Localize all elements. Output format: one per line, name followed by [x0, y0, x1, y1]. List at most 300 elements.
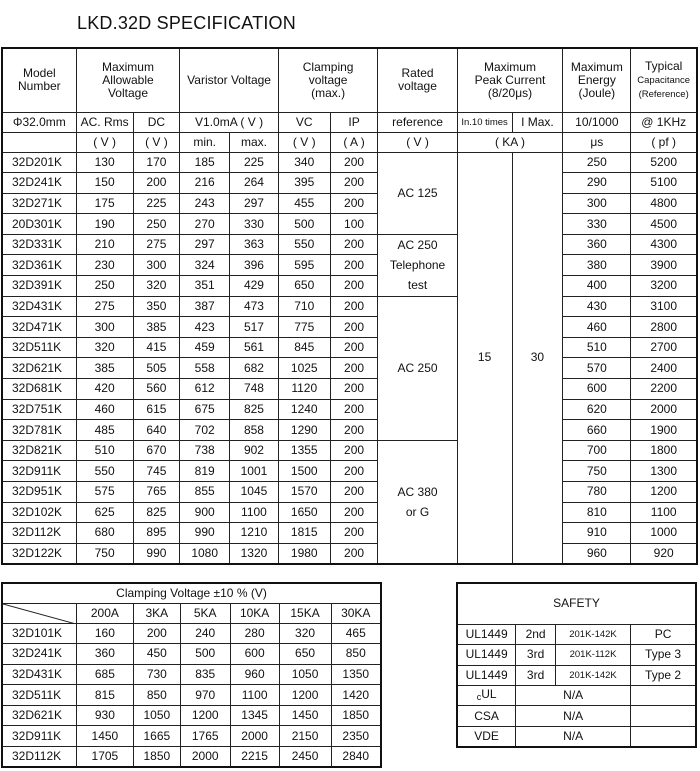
- clamp-row: [2, 664, 381, 685]
- clamp-row: [2, 726, 381, 747]
- spec-row: [2, 440, 697, 461]
- varistor-min-value: 675: [180, 399, 230, 420]
- clamping-vc-value: 1355: [278, 440, 330, 461]
- safety-cell: 201K-112K: [555, 645, 630, 666]
- varistor-min-value: 185: [180, 152, 230, 173]
- safety-cell: 201K-142K: [555, 624, 630, 645]
- varistor-max-value: 1045: [230, 482, 279, 503]
- energy-value: 750: [563, 461, 631, 482]
- clamp-value: 2350: [331, 726, 381, 747]
- energy-value: 810: [563, 502, 631, 523]
- capacitance-value: 5100: [631, 173, 697, 194]
- clamp-value: 930: [76, 705, 133, 726]
- spec-row: [2, 482, 697, 503]
- capacitance-value: 1800: [631, 440, 697, 461]
- spec-row: [2, 317, 697, 338]
- header-model: Model Number: [2, 48, 76, 112]
- units-rated: ( V ): [378, 132, 457, 152]
- spec-row: [2, 214, 697, 235]
- clamping-vc-value: 1500: [278, 461, 330, 482]
- clamp-col-0: 200A: [76, 603, 133, 623]
- clamp-value: 465: [331, 623, 381, 644]
- header-capacitance: Typical Capacitance (Reference): [631, 48, 697, 112]
- clamp-value: 850: [331, 644, 381, 665]
- clamp-value: 2215: [230, 747, 279, 768]
- units-peak: ( KA ): [457, 132, 563, 152]
- ac-rms-value: 275: [76, 296, 133, 317]
- dc-value: 170: [133, 152, 180, 173]
- clamp-value: 500: [180, 644, 230, 665]
- clamp-value: 850: [133, 685, 180, 706]
- dc-value: 640: [133, 420, 180, 441]
- clamping-ip-value: 200: [330, 152, 378, 173]
- clamp-corner-cell: [2, 603, 76, 623]
- varistor-max-value: 1100: [230, 502, 279, 523]
- clamp-value: 2150: [279, 726, 331, 747]
- energy-value: 620: [563, 399, 631, 420]
- dc-value: 250: [133, 214, 180, 235]
- subheader-ip: IP: [330, 112, 378, 132]
- clamping-vc-value: 1570: [278, 482, 330, 503]
- clamping-vc-value: 340: [278, 152, 330, 173]
- clamp-value: 1350: [331, 664, 381, 685]
- varistor-min-value: 819: [180, 461, 230, 482]
- capacitance-value: 4500: [631, 214, 697, 235]
- model-number: 32D112K: [2, 523, 76, 544]
- model-number: 32D102K: [2, 502, 76, 523]
- clamping-ip-value: 200: [330, 543, 378, 564]
- clamp-model: 32D101K: [2, 623, 76, 644]
- varistor-min-value: 297: [180, 234, 230, 255]
- model-number: 32D361K: [2, 255, 76, 276]
- clamp-value: 1420: [331, 685, 381, 706]
- clamp-value: 1450: [279, 705, 331, 726]
- clamping-ip-value: 200: [330, 502, 378, 523]
- model-number: 32D911K: [2, 461, 76, 482]
- energy-value: 660: [563, 420, 631, 441]
- safety-row: [457, 665, 696, 686]
- energy-value: 910: [563, 523, 631, 544]
- safety-row: [457, 706, 696, 727]
- dc-value: 765: [133, 482, 180, 503]
- clamp-value: 280: [230, 623, 279, 644]
- clamping-vc-value: 1240: [278, 399, 330, 420]
- safety-cell: Type 3: [631, 645, 696, 666]
- varistor-min-value: 216: [180, 173, 230, 194]
- spec-row: [2, 255, 697, 276]
- peak-current-imax: 30: [512, 152, 563, 564]
- varistor-min-value: 738: [180, 440, 230, 461]
- ac-rms-value: 510: [76, 440, 133, 461]
- varistor-max-value: 429: [230, 276, 279, 297]
- spec-row: [2, 276, 697, 297]
- safety-cell: UL1449: [457, 624, 516, 645]
- safety-cul-value: N/A: [516, 686, 631, 706]
- varistor-max-value: 748: [230, 379, 279, 400]
- clamping-ip-value: 200: [330, 276, 378, 297]
- clamp-value: 815: [76, 685, 133, 706]
- clamp-value: 1200: [279, 685, 331, 706]
- clamping-vc-value: 1120: [278, 379, 330, 400]
- clamping-vc-value: 500: [278, 214, 330, 235]
- clamp-row: [2, 705, 381, 726]
- capacitance-value: 1000: [631, 523, 697, 544]
- varistor-max-value: 902: [230, 440, 279, 461]
- model-number: 32D122K: [2, 543, 76, 564]
- specification-table: [1, 47, 698, 565]
- safety-empty: [631, 706, 696, 727]
- clamping-vc-value: 1290: [278, 420, 330, 441]
- clamp-model: 32D511K: [2, 685, 76, 706]
- clamping-vc-value: 1025: [278, 358, 330, 379]
- ac-rms-value: 175: [76, 193, 133, 214]
- ac-rms-value: 485: [76, 420, 133, 441]
- clamp-value: 1850: [331, 705, 381, 726]
- model-number: 32D751K: [2, 399, 76, 420]
- clamp-model: 32D911K: [2, 726, 76, 747]
- clamp-value: 1345: [230, 705, 279, 726]
- rated-voltage-line: AC 250: [397, 238, 438, 253]
- rated-voltage-line: or G: [405, 504, 430, 519]
- safety-cell: 201K-142K: [555, 665, 630, 686]
- capacitance-value: 920: [631, 543, 697, 564]
- varistor-max-value: 363: [230, 234, 279, 255]
- clamping-ip-value: 200: [330, 399, 378, 420]
- varistor-max-value: 225: [230, 152, 279, 173]
- spec-row: [2, 193, 697, 214]
- energy-value: 510: [563, 337, 631, 358]
- clamping-ip-value: 200: [330, 440, 378, 461]
- clamp-col-2: 5KA: [180, 603, 230, 623]
- spec-row: [2, 543, 697, 564]
- subheader-dc: DC: [133, 112, 180, 132]
- rated-voltage-line: Telephone: [389, 258, 446, 273]
- safety-value: N/A: [516, 706, 631, 727]
- dc-value: 895: [133, 523, 180, 544]
- energy-value: 360: [563, 234, 631, 255]
- units-vc: ( V ): [278, 132, 330, 152]
- clamp-row: [2, 644, 381, 665]
- energy-value: 400: [563, 276, 631, 297]
- dc-value: 505: [133, 358, 180, 379]
- subheader-imax: I Max.: [512, 112, 563, 132]
- energy-value: 700: [563, 440, 631, 461]
- rated-voltage-line: AC 125: [397, 186, 438, 201]
- subheader-10-1000: 10/1000: [563, 112, 631, 132]
- ac-rms-value: 250: [76, 276, 133, 297]
- clamp-value: 1850: [133, 747, 180, 768]
- safety-cell: 2nd: [516, 624, 556, 645]
- capacitance-value: 1900: [631, 420, 697, 441]
- varistor-min-value: 990: [180, 523, 230, 544]
- model-number: 32D201K: [2, 152, 76, 173]
- rated-voltage-line: AC 250: [397, 361, 438, 376]
- varistor-min-value: 270: [180, 214, 230, 235]
- varistor-min-value: 558: [180, 358, 230, 379]
- clamping-vc-value: 1815: [278, 523, 330, 544]
- ac-rms-value: 550: [76, 461, 133, 482]
- varistor-max-value: 1320: [230, 543, 279, 564]
- clamp-value: 600: [230, 644, 279, 665]
- clamp-value: 360: [76, 644, 133, 665]
- energy-value: 250: [563, 152, 631, 173]
- safety-standard: VDE: [457, 726, 516, 747]
- varistor-max-value: 297: [230, 193, 279, 214]
- clamp-value: 1050: [279, 664, 331, 685]
- ac-rms-value: 210: [76, 234, 133, 255]
- energy-value: 600: [563, 379, 631, 400]
- capacitance-value: 2400: [631, 358, 697, 379]
- spec-row: [2, 461, 697, 482]
- header-model-size: Φ32.0mm: [2, 112, 76, 132]
- safety-value: N/A: [516, 726, 631, 747]
- clamping-ip-value: 200: [330, 482, 378, 503]
- clamp-model: 32D431K: [2, 664, 76, 685]
- capacitance-value: 1200: [631, 482, 697, 503]
- clamping-ip-value: 200: [330, 296, 378, 317]
- clamp-value: 2840: [331, 747, 381, 768]
- model-number: 32D431K: [2, 296, 76, 317]
- capacitance-value: 4300: [631, 234, 697, 255]
- model-number: 32D391K: [2, 276, 76, 297]
- clamp-value: 2000: [230, 726, 279, 747]
- dc-value: 275: [133, 234, 180, 255]
- units-max: max.: [230, 132, 279, 152]
- subheader-ac-rms: AC. Rms: [76, 112, 133, 132]
- ac-rms-value: 750: [76, 543, 133, 564]
- dc-value: 415: [133, 337, 180, 358]
- safety-cell: 3rd: [516, 665, 556, 686]
- clamp-row: [2, 747, 381, 768]
- clamp-value: 1200: [180, 705, 230, 726]
- spec-row: [2, 358, 697, 379]
- clamping-ip-value: 200: [330, 420, 378, 441]
- clamping-vc-value: 1650: [278, 502, 330, 523]
- clamping-vc-value: 595: [278, 255, 330, 276]
- model-number: 32D511K: [2, 337, 76, 358]
- clamp-row: [2, 685, 381, 706]
- units-cap: ( pf ): [631, 132, 697, 152]
- ac-rms-value: 420: [76, 379, 133, 400]
- spec-row: [2, 234, 697, 255]
- clamp-value: 2450: [279, 747, 331, 768]
- varistor-max-value: 396: [230, 255, 279, 276]
- spec-row: [2, 296, 697, 317]
- clamping-ip-value: 200: [330, 337, 378, 358]
- dc-value: 225: [133, 193, 180, 214]
- capacitance-value: 2200: [631, 379, 697, 400]
- clamping-ip-value: 100: [330, 214, 378, 235]
- energy-value: 570: [563, 358, 631, 379]
- varistor-max-value: 825: [230, 399, 279, 420]
- ac-rms-value: 150: [76, 173, 133, 194]
- clamp-value: 650: [279, 644, 331, 665]
- clamp-col-1: 3KA: [133, 603, 180, 623]
- ac-rms-value: 320: [76, 337, 133, 358]
- varistor-max-value: 858: [230, 420, 279, 441]
- spec-row: [2, 152, 697, 173]
- dc-value: 615: [133, 399, 180, 420]
- clamp-value: 1050: [133, 705, 180, 726]
- varistor-min-value: 243: [180, 193, 230, 214]
- model-number: 32D781K: [2, 420, 76, 441]
- varistor-min-value: 351: [180, 276, 230, 297]
- dc-value: 385: [133, 317, 180, 338]
- safety-cell: UL1449: [457, 645, 516, 666]
- safety-cul-empty: [631, 686, 696, 706]
- header-max-energy: Maximum Energy (Joule): [563, 48, 631, 112]
- ac-rms-value: 625: [76, 502, 133, 523]
- clamping-vc-value: 395: [278, 173, 330, 194]
- safety-empty: [631, 726, 696, 747]
- varistor-min-value: 612: [180, 379, 230, 400]
- units-min: min.: [180, 132, 230, 152]
- varistor-min-value: 1080: [180, 543, 230, 564]
- clamping-voltage-table: [1, 582, 382, 768]
- dc-value: 320: [133, 276, 180, 297]
- spec-row: [2, 379, 697, 400]
- clamping-ip-value: 200: [330, 317, 378, 338]
- clamp-value: 320: [279, 623, 331, 644]
- clamp-model: 32D112K: [2, 747, 76, 768]
- model-number: 32D331K: [2, 234, 76, 255]
- varistor-min-value: 387: [180, 296, 230, 317]
- model-number: 32D241K: [2, 173, 76, 194]
- clamping-ip-value: 200: [330, 193, 378, 214]
- model-number: 20D301K: [2, 214, 76, 235]
- model-number: 32D471K: [2, 317, 76, 338]
- capacitance-value: 3100: [631, 296, 697, 317]
- subheader-in10: In.10 times: [457, 112, 512, 132]
- ac-rms-value: 460: [76, 399, 133, 420]
- clamp-col-3: 10KA: [230, 603, 279, 623]
- safety-cell: UL1449: [457, 665, 516, 686]
- rated-voltage-line: AC 380: [397, 484, 438, 499]
- capacitance-value: 1100: [631, 502, 697, 523]
- model-number: 32D951K: [2, 482, 76, 503]
- clamping-vc-value: 845: [278, 337, 330, 358]
- dc-value: 825: [133, 502, 180, 523]
- safety-cell: 3rd: [516, 645, 556, 666]
- subheader-reference: reference: [378, 112, 457, 132]
- clamp-value: 240: [180, 623, 230, 644]
- clamp-value: 1100: [230, 685, 279, 706]
- header-max-allowable-voltage: Maximum Allowable Voltage: [76, 48, 180, 112]
- capacitance-value: 2700: [631, 337, 697, 358]
- clamping-vc-value: 550: [278, 234, 330, 255]
- safety-row: [457, 645, 696, 666]
- energy-value: 330: [563, 214, 631, 235]
- clamp-col-4: 15KA: [279, 603, 331, 623]
- clamp-value: 730: [133, 664, 180, 685]
- spec-row: [2, 337, 697, 358]
- varistor-max-value: 264: [230, 173, 279, 194]
- spec-row: [2, 523, 697, 544]
- units-dc: ( V ): [133, 132, 180, 152]
- clamping-ip-value: 200: [330, 461, 378, 482]
- varistor-min-value: 324: [180, 255, 230, 276]
- clamping-ip-value: 200: [330, 173, 378, 194]
- clamping-vc-value: 710: [278, 296, 330, 317]
- energy-value: 300: [563, 193, 631, 214]
- ac-rms-value: 575: [76, 482, 133, 503]
- varistor-min-value: 423: [180, 317, 230, 338]
- ac-rms-value: 680: [76, 523, 133, 544]
- clamping-ip-value: 200: [330, 358, 378, 379]
- subheader-v1ma: V1.0mA ( V ): [180, 112, 279, 132]
- model-number: 32D681K: [2, 379, 76, 400]
- header-rated-voltage: Rated voltage: [378, 48, 457, 112]
- capacitance-value: 5200: [631, 152, 697, 173]
- capacitance-value: 2000: [631, 399, 697, 420]
- clamp-model: 32D621K: [2, 705, 76, 726]
- units-blank: [2, 132, 76, 152]
- clamping-ip-value: 200: [330, 255, 378, 276]
- capacitance-value: 4800: [631, 193, 697, 214]
- clamp-value: 1450: [76, 726, 133, 747]
- units-ac: ( V ): [76, 132, 133, 152]
- safety-cell: Type 2: [631, 665, 696, 686]
- header-varistor-voltage: Varistor Voltage: [180, 48, 279, 112]
- units-ip: ( A ): [330, 132, 378, 152]
- energy-value: 780: [563, 482, 631, 503]
- clamp-value: 450: [133, 644, 180, 665]
- ac-rms-value: 300: [76, 317, 133, 338]
- dc-value: 350: [133, 296, 180, 317]
- dc-value: 990: [133, 543, 180, 564]
- clamping-vc-value: 650: [278, 276, 330, 297]
- clamping-vc-value: 455: [278, 193, 330, 214]
- clamp-row: [2, 623, 381, 644]
- rated-voltage-group: [378, 152, 457, 234]
- capacitance-value: 2800: [631, 317, 697, 338]
- varistor-max-value: 517: [230, 317, 279, 338]
- peak-current-in10: 15: [457, 152, 512, 564]
- ac-rms-value: 385: [76, 358, 133, 379]
- clamping-ip-value: 200: [330, 523, 378, 544]
- dc-value: 300: [133, 255, 180, 276]
- safety-title: SAFETY: [457, 583, 696, 624]
- energy-value: 960: [563, 543, 631, 564]
- subheader-1khz: @ 1KHz: [631, 112, 697, 132]
- varistor-max-value: 682: [230, 358, 279, 379]
- units-energy: μs: [563, 132, 631, 152]
- capacitance-value: 3200: [631, 276, 697, 297]
- clamp-value: 960: [230, 664, 279, 685]
- diagonal-line: [3, 604, 76, 624]
- clamp-value: 200: [133, 623, 180, 644]
- clamp-value: 1665: [133, 726, 180, 747]
- safety-row: [457, 624, 696, 645]
- spec-row: [2, 420, 697, 441]
- rated-voltage-group: [378, 234, 457, 296]
- header-peak-current: Maximum Peak Current (8/20μs): [457, 48, 563, 112]
- header-clamping-voltage: Clamping voltage (max.): [278, 48, 378, 112]
- spec-row: [2, 502, 697, 523]
- clamping-vc-value: 775: [278, 317, 330, 338]
- varistor-max-value: 1001: [230, 461, 279, 482]
- varistor-min-value: 702: [180, 420, 230, 441]
- ac-rms-value: 230: [76, 255, 133, 276]
- clamp-model: 32D241K: [2, 644, 76, 665]
- clamp-col-5: 30KA: [331, 603, 381, 623]
- safety-table: [456, 582, 697, 748]
- clamping-vc-value: 1980: [278, 543, 330, 564]
- model-number: 32D821K: [2, 440, 76, 461]
- clamping-ip-value: 200: [330, 379, 378, 400]
- spec-row: [2, 173, 697, 194]
- rated-voltage-line: test: [407, 278, 428, 293]
